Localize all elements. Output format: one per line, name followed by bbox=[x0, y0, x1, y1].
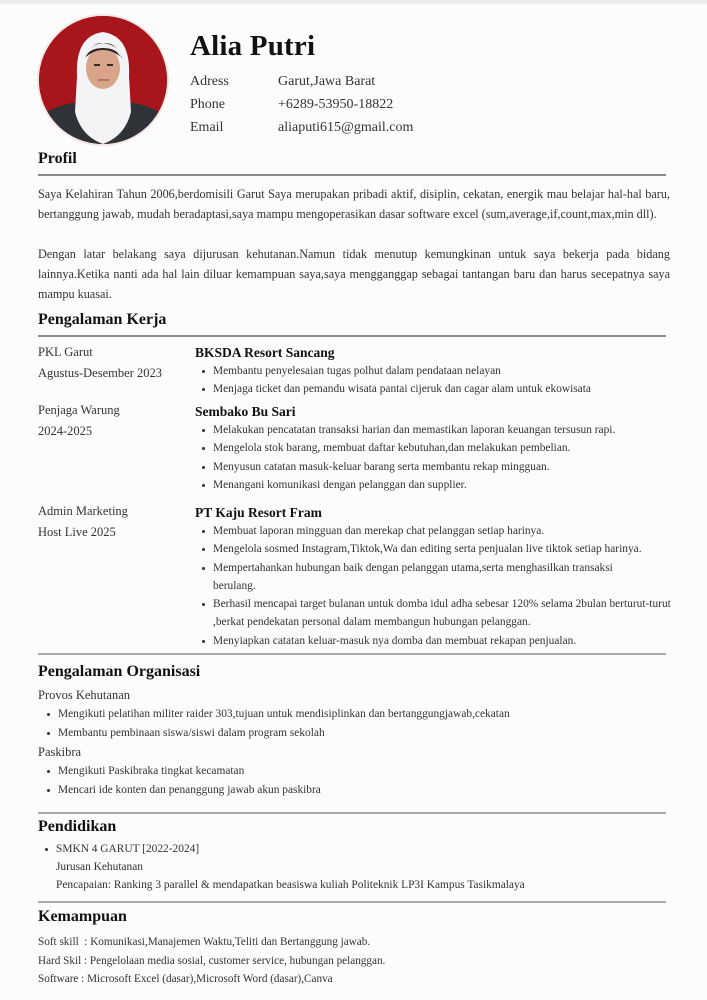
job-role: Penjaga Warung bbox=[38, 403, 120, 417]
job-2-details bbox=[195, 402, 705, 494]
contact-row-email bbox=[190, 116, 413, 139]
contact-info bbox=[190, 70, 413, 139]
skill-soft: Soft skill : Komunikasi,Manajemen Waktu,Teliti dan Bertanggung jawab. bbox=[38, 936, 371, 948]
profil-paragraph-1: Saya Kelahiran Tahun 2006,berdomisili Garut Saya merupakan pribadi aktif, disiplin, cekatan, energik mau belajar hal-hal baru, bertanggung jawab, mudah beradaptasi,saya mampu mengoperasikan dasar software excel (sum,average,if,count,max,min dll). bbox=[38, 187, 670, 221]
job-2-meta bbox=[38, 400, 120, 442]
list-item: Membantu pembinaan siswa/siswi dalam program sekolah bbox=[38, 724, 678, 743]
job-company: PT Kaju Resort Fram bbox=[195, 505, 322, 520]
skills-list bbox=[38, 933, 385, 989]
job-period: Host Live 2025 bbox=[38, 525, 116, 539]
job-1-details bbox=[195, 343, 705, 399]
job-1-meta bbox=[38, 342, 162, 384]
job-role: PKL Garut bbox=[38, 345, 93, 359]
section-divider bbox=[38, 174, 666, 176]
list-item: Menjaga ticket dan pemandu wisata pantai cijeruk dan cagar alam untuk ekowisata bbox=[195, 380, 705, 398]
list-item: Membuat laporan mingguan dan merekap chat pelanggan setiap harinya. bbox=[195, 522, 705, 540]
section-divider bbox=[38, 812, 666, 814]
skill-hard: Hard Skil : Pengelolaan media sosial, customer service, hubungan pelanggan. bbox=[38, 954, 386, 967]
profil-paragraph-2: Dengan latar belakang saya dijurusan kehutanan.Namun tidak menutup kemungkinan untuk saya bekerja pada bidang lainnya.Ketika nanti ada hal lain diluar kemampuan saya,saya mengganggap sebagai tantangan baru dan harus secepatnya saya mampu kuasai. bbox=[38, 247, 670, 301]
section-title-profil: Profil bbox=[38, 150, 77, 167]
job-period: 2024-2025 bbox=[38, 424, 93, 438]
list-item: Melakukan pencatatan transaksi harian dan memastikan laporan keuangan tersusun rapi. bbox=[195, 421, 705, 439]
list-item: Mengelola sosmed Instagram,Tiktok,Wa dan editing serta penjualan live tiktok setiap harinya. bbox=[195, 540, 705, 558]
list-item: Menyusun catatan masuk-keluar barang serta membantu rekap mingguan. bbox=[195, 458, 705, 476]
list-item: Mengikuti Paskibraka tingkat kecamatan bbox=[38, 762, 678, 781]
list-item: Menangani komunikasi dengan pelanggan dan supplier. bbox=[195, 476, 705, 494]
education-achievement: Pencapaian: Ranking 3 parallel & mendapatkan beasiswa kuliah Politeknik LP3I Kampus Tasikmalaya bbox=[56, 879, 525, 892]
section-title-experience: Pengalaman Kerja bbox=[38, 311, 167, 328]
job-period: Agustus-Desember 2023 bbox=[38, 366, 162, 380]
section-divider bbox=[38, 653, 666, 655]
job-bullets bbox=[195, 362, 705, 399]
organization-bullets bbox=[38, 762, 678, 799]
organization-list bbox=[38, 685, 678, 799]
section-divider bbox=[38, 901, 666, 903]
list-item: Mempertahankan hubungan baik dengan pelanggan utama,serta menghasilkan transaksi berulang. bbox=[195, 559, 643, 596]
list-item: Berhasil mencapai target bulanan untuk domba idul adha sebesar 120% selama 2bulan berturut-turut ,berkat pendekatan personal dalam membangun hubungan pelanggan. bbox=[195, 595, 683, 632]
skill-software: Software : Microsoft Excel (dasar),Microsoft Word (dasar),Canva bbox=[38, 973, 333, 985]
contact-label: Adress bbox=[190, 74, 229, 89]
job-company: BKSDA Resort Sancang bbox=[195, 345, 335, 360]
contact-label: Phone bbox=[190, 97, 225, 112]
list-item: Menyiapkan catatan keluar-masuk nya domba dan membuat rekapan penjualan. bbox=[195, 632, 705, 650]
organization-name: Paskibra bbox=[38, 745, 82, 759]
section-title-skills: Kemampuan bbox=[38, 908, 127, 925]
education-list bbox=[38, 840, 678, 858]
education-major: Jurusan Kehutanan bbox=[56, 861, 143, 874]
organization-bullets bbox=[38, 705, 678, 742]
job-role: Admin Marketing bbox=[38, 504, 128, 518]
contact-label: Email bbox=[190, 120, 224, 135]
job-bullets bbox=[195, 421, 705, 494]
contact-value-email: aliaputi615@gmail.com bbox=[278, 120, 414, 135]
contact-value-phone: +6289-53950-18822 bbox=[278, 97, 394, 112]
job-3-meta bbox=[38, 501, 128, 543]
candidate-name: Alia Putri bbox=[190, 30, 316, 62]
list-item: Mengelola stok barang, membuat daftar kebutuhan,dan melakukan pembelian. bbox=[195, 439, 705, 457]
contact-row-address bbox=[190, 70, 413, 93]
section-title-organization: Pengalaman Organisasi bbox=[38, 663, 201, 680]
section-divider bbox=[38, 335, 666, 337]
list-item: Membantu penyelesaian tugas polhut dalam pendataan nelayan bbox=[195, 362, 705, 380]
top-bar bbox=[0, 0, 707, 4]
contact-value-address: Garut,Jawa Barat bbox=[278, 74, 376, 89]
contact-row-phone bbox=[190, 93, 413, 116]
profile-photo-icon bbox=[39, 16, 167, 144]
list-item: Mengikuti pelatihan militer raider 303,tujuan untuk mendisiplinkan dan bertanggungjawab,cekatan bbox=[38, 705, 678, 724]
education-school: SMKN 4 GARUT [2022-2024] bbox=[38, 840, 678, 858]
job-bullets bbox=[195, 522, 705, 650]
list-item: Mencari ide konten dan penanggung jawab akun paskibra bbox=[38, 781, 678, 800]
section-title-education: Pendidikan bbox=[38, 818, 117, 835]
organization-name: Provos Kehutanan bbox=[38, 688, 130, 702]
job-company: Sembako Bu Sari bbox=[195, 404, 296, 419]
education-details bbox=[38, 840, 678, 894]
profile-photo bbox=[39, 16, 167, 144]
job-3-details bbox=[195, 503, 705, 650]
